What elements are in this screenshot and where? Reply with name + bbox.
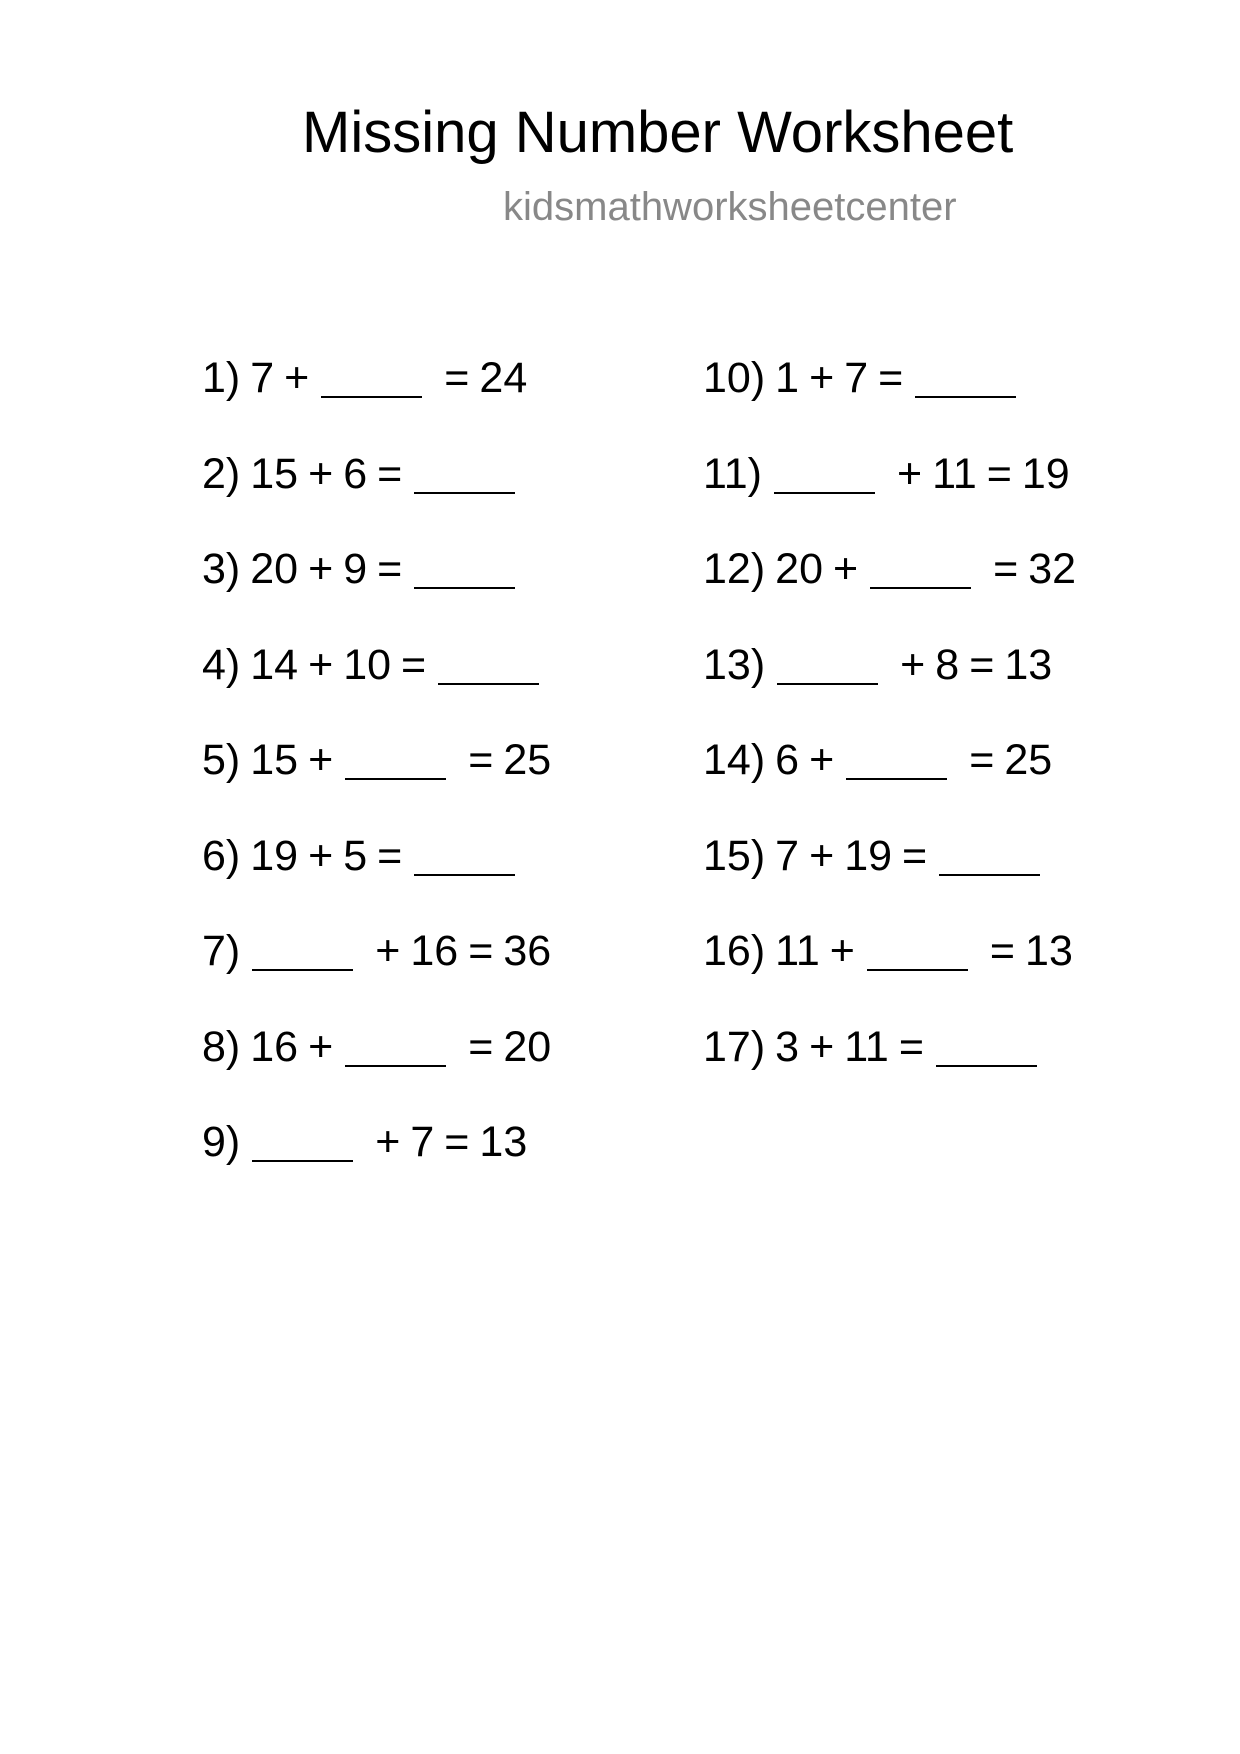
answer-blank[interactable] <box>915 396 1016 398</box>
problem-number: 8) <box>202 1022 241 1071</box>
problem-number: 11) <box>703 449 762 498</box>
problem-number: 17) <box>703 1022 766 1071</box>
sum: 24 <box>479 354 528 402</box>
sum: 25 <box>1004 736 1053 784</box>
sum: 13 <box>479 1118 528 1166</box>
problem-number: 9) <box>202 1118 241 1166</box>
addend-1: 15 <box>250 736 299 784</box>
addend-1: 3 <box>775 1022 800 1071</box>
equals-sign: = <box>993 545 1019 593</box>
problem-item <box>703 541 1076 637</box>
problem-column-left <box>202 350 551 1210</box>
sum: 32 <box>1028 545 1077 593</box>
answer-blank[interactable] <box>846 778 947 780</box>
equals-sign: = <box>377 831 403 880</box>
addend-1: 11 <box>775 927 820 975</box>
answer-blank[interactable] <box>321 396 422 398</box>
addend-1: 7 <box>250 354 275 402</box>
problem-item <box>202 1114 551 1210</box>
addend-1: 15 <box>250 449 299 498</box>
plus-sign: + <box>833 545 859 593</box>
addend-1: 20 <box>250 545 299 593</box>
answer-blank[interactable] <box>252 1160 353 1162</box>
answer-blank[interactable] <box>936 1065 1037 1067</box>
equals-sign: = <box>377 449 403 498</box>
problem-item <box>703 1019 1076 1115</box>
addend-2: 7 <box>410 1118 435 1166</box>
addend-2: 11 <box>932 449 977 498</box>
equals-sign: = <box>986 449 1012 498</box>
problem-item <box>202 350 551 446</box>
sum: 19 <box>1021 449 1070 498</box>
addend-2: 5 <box>343 831 368 880</box>
plus-sign: + <box>809 831 835 880</box>
plus-sign: + <box>308 640 334 689</box>
answer-blank[interactable] <box>777 683 878 685</box>
answer-blank[interactable] <box>438 683 539 685</box>
problem-item <box>202 923 551 1019</box>
plus-sign: + <box>284 354 310 402</box>
plus-sign: + <box>375 1118 401 1166</box>
plus-sign: + <box>308 736 334 784</box>
problem-item <box>202 1019 551 1115</box>
addend-2: 9 <box>343 545 368 593</box>
problem-item <box>703 828 1076 924</box>
addend-1: 14 <box>250 640 299 689</box>
answer-blank[interactable] <box>774 492 875 494</box>
problem-number: 16) <box>703 927 766 975</box>
equals-sign: = <box>468 927 494 975</box>
addend-1: 16 <box>250 1022 299 1071</box>
plus-sign: + <box>896 449 923 498</box>
plus-sign: + <box>375 927 401 975</box>
answer-blank[interactable] <box>870 587 971 589</box>
worksheet-source: kidsmathworksheetcenter <box>503 185 957 229</box>
answer-blank[interactable] <box>414 874 515 876</box>
equals-sign: = <box>902 831 928 880</box>
problem-number: 5) <box>202 736 241 784</box>
addend-2: 10 <box>343 640 392 689</box>
problem-item <box>703 732 1076 828</box>
plus-sign: + <box>308 1022 334 1071</box>
problem-number: 3) <box>202 545 241 593</box>
problem-item <box>202 541 551 637</box>
plus-sign: + <box>809 1022 835 1071</box>
problem-item <box>703 350 1076 446</box>
equals-sign: = <box>444 354 470 402</box>
plus-sign: + <box>308 545 334 593</box>
problem-number: 15) <box>703 831 766 880</box>
plus-sign: + <box>308 831 334 880</box>
problem-number: 12) <box>703 545 766 593</box>
problem-item <box>202 828 551 924</box>
equals-sign: = <box>898 1022 924 1071</box>
problem-item <box>202 446 551 542</box>
sum: 36 <box>503 927 552 975</box>
problem-number: 10) <box>703 354 766 402</box>
plus-sign: + <box>809 736 835 784</box>
equals-sign: = <box>468 736 494 784</box>
equals-sign: = <box>377 545 403 593</box>
addend-2: 19 <box>844 831 893 880</box>
equals-sign: = <box>969 736 995 784</box>
plus-sign: + <box>809 354 835 402</box>
addend-1: 7 <box>775 831 800 880</box>
plus-sign: + <box>308 449 334 498</box>
sum: 13 <box>1025 927 1073 975</box>
plus-sign: + <box>829 927 855 975</box>
problem-number: 7) <box>202 927 241 975</box>
problem-column-right <box>703 350 1076 1114</box>
problem-item <box>202 637 551 733</box>
equals-sign: = <box>401 640 427 689</box>
addend-1: 20 <box>775 545 823 593</box>
addend-2: 6 <box>343 449 368 498</box>
sum: 13 <box>1004 640 1053 689</box>
equals-sign: = <box>969 640 995 689</box>
problem-number: 6) <box>202 831 241 880</box>
sum: 25 <box>503 736 552 784</box>
answer-blank[interactable] <box>414 587 515 589</box>
worksheet-title: Missing Number Worksheet <box>302 100 1014 165</box>
problem-item <box>703 637 1076 733</box>
answer-blank[interactable] <box>345 778 446 780</box>
addend-1: 1 <box>775 354 800 402</box>
plus-sign: + <box>900 640 926 689</box>
addend-2: 11 <box>844 1022 889 1071</box>
answer-blank[interactable] <box>345 1065 446 1067</box>
problem-number: 2) <box>202 449 241 498</box>
equals-sign: = <box>989 927 1016 975</box>
problem-item <box>703 446 1076 542</box>
addend-2: 7 <box>844 354 869 402</box>
addend-2: 16 <box>410 927 459 975</box>
answer-blank[interactable] <box>867 969 968 971</box>
answer-blank[interactable] <box>939 874 1040 876</box>
equals-sign: = <box>878 354 904 402</box>
answer-blank[interactable] <box>414 492 515 494</box>
problem-item <box>703 923 1076 1019</box>
problem-item <box>202 732 551 828</box>
problem-number: 14) <box>703 736 766 784</box>
addend-1: 6 <box>775 736 800 784</box>
problem-number: 13) <box>703 640 766 689</box>
answer-blank[interactable] <box>252 969 353 971</box>
equals-sign: = <box>468 1022 494 1071</box>
problem-number: 4) <box>202 640 241 689</box>
addend-1: 19 <box>250 831 299 880</box>
addend-2: 8 <box>935 640 960 689</box>
problem-number: 1) <box>202 354 241 402</box>
sum: 20 <box>503 1022 552 1071</box>
equals-sign: = <box>444 1118 470 1166</box>
